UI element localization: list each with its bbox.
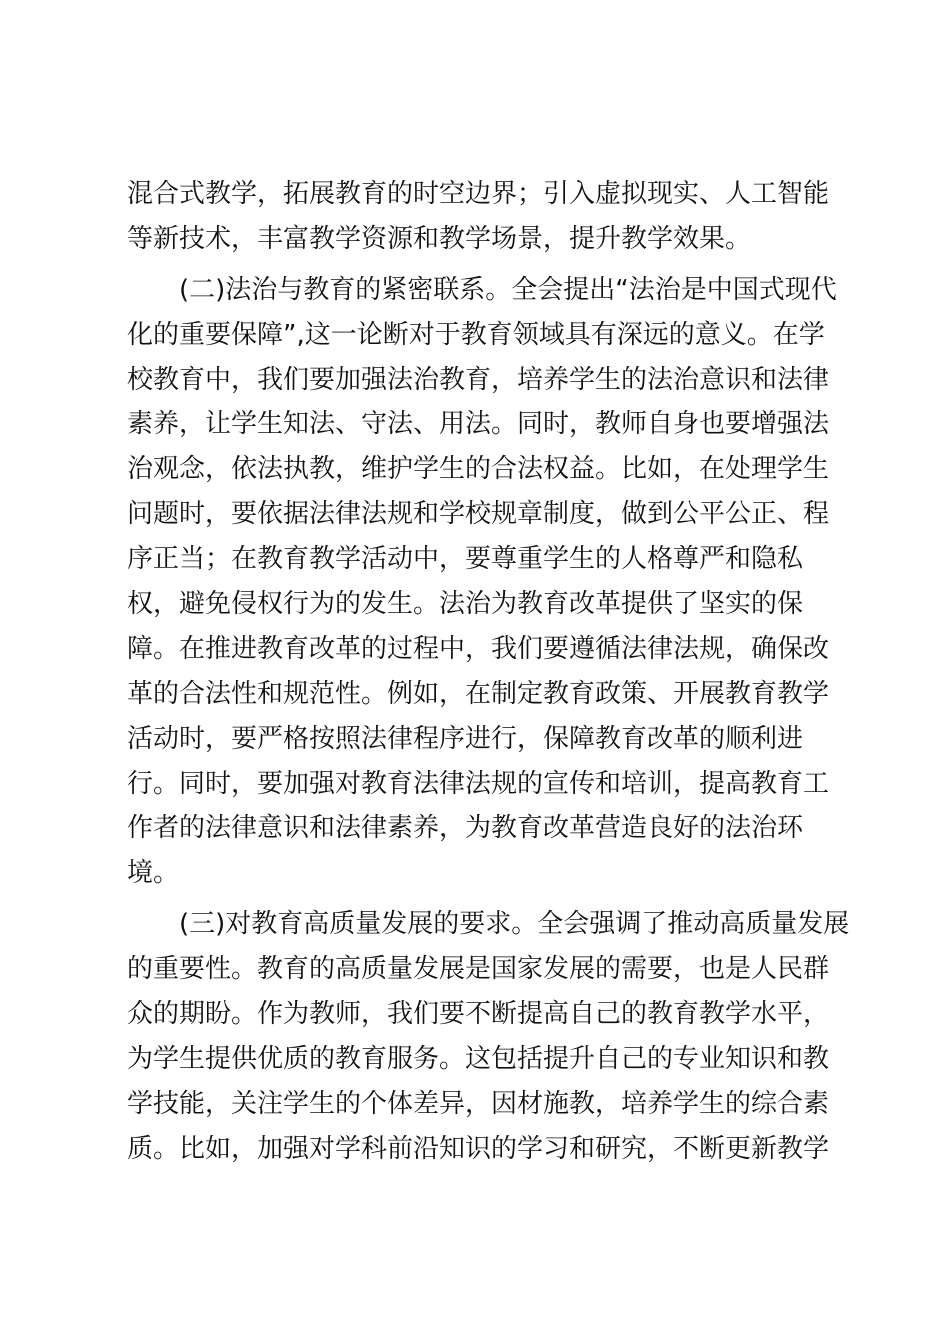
text-line: 活动时，要严格按照法律程序进行，保障教育改革的顺利进 <box>127 723 804 754</box>
paragraph-heading-line: (二)法治与教育的紧密联系。全会提出“法治是中国式现代 <box>179 274 837 305</box>
text-line: 作者的法律意识和法律素养，为教育改革营造良好的法治环 <box>127 813 804 844</box>
text-line: 权，避免侵权行为的发生。法治为教育改革提供了坚实的保 <box>127 589 804 620</box>
text-line: 的重要性。教育的高质量发展是国家发展的需要，也是人民群 <box>127 954 830 985</box>
text-line: 障。在推进教育改革的过程中，我们要遵循法律法规，确保改 <box>127 633 830 664</box>
text-line: 校教育中，我们要加强法治教育，培养学生的法治意识和法律 <box>127 364 830 395</box>
text-line: 等新技术，丰富教学资源和教学场景，提升教学效果。 <box>127 223 752 254</box>
text-line: 素养，让学生知法、守法、用法。同时，教师自身也要增强法 <box>127 409 830 440</box>
paragraph-heading-line: (三)对教育高质量发展的要求。全会强调了推动高质量发展 <box>179 909 850 940</box>
text-line: 学技能，关注学生的个体差异，因材施教，培养学生的综合素 <box>127 1088 830 1119</box>
text-line: 质。比如，加强对学科前沿知识的学习和研究，不断更新教学 <box>127 1133 830 1164</box>
text-line: 序正当；在教育教学活动中，要尊重学生的人格尊严和隐私 <box>127 544 804 575</box>
text-line: 行。同时，要加强对教育法律法规的宣传和培训，提高教育工 <box>127 768 830 799</box>
text-line: 化的重要保障”,这一论断对于教育领域具有深远的意义。在学 <box>127 319 825 350</box>
text-line: 众的期盼。作为教师，我们要不断提高自己的教育教学水平， <box>127 999 830 1030</box>
text-line: 为学生提供优质的教育服务。这包括提升自己的专业知识和教 <box>127 1043 830 1074</box>
text-line: 境。 <box>127 858 180 889</box>
text-line: 混合式教学，拓展教育的时空边界；引入虚拟现实、人工智能 <box>127 179 830 209</box>
text-line: 治观念，依法执教，维护学生的合法权益。比如，在处理学生 <box>127 454 830 485</box>
text-line: 革的合法性和规范性。例如，在制定教育政策、开展教育教学 <box>127 678 830 709</box>
text-line: 问题时，要依据法律法规和学校规章制度，做到公平公正、程 <box>127 499 830 530</box>
body-text <box>127 172 850 1172</box>
